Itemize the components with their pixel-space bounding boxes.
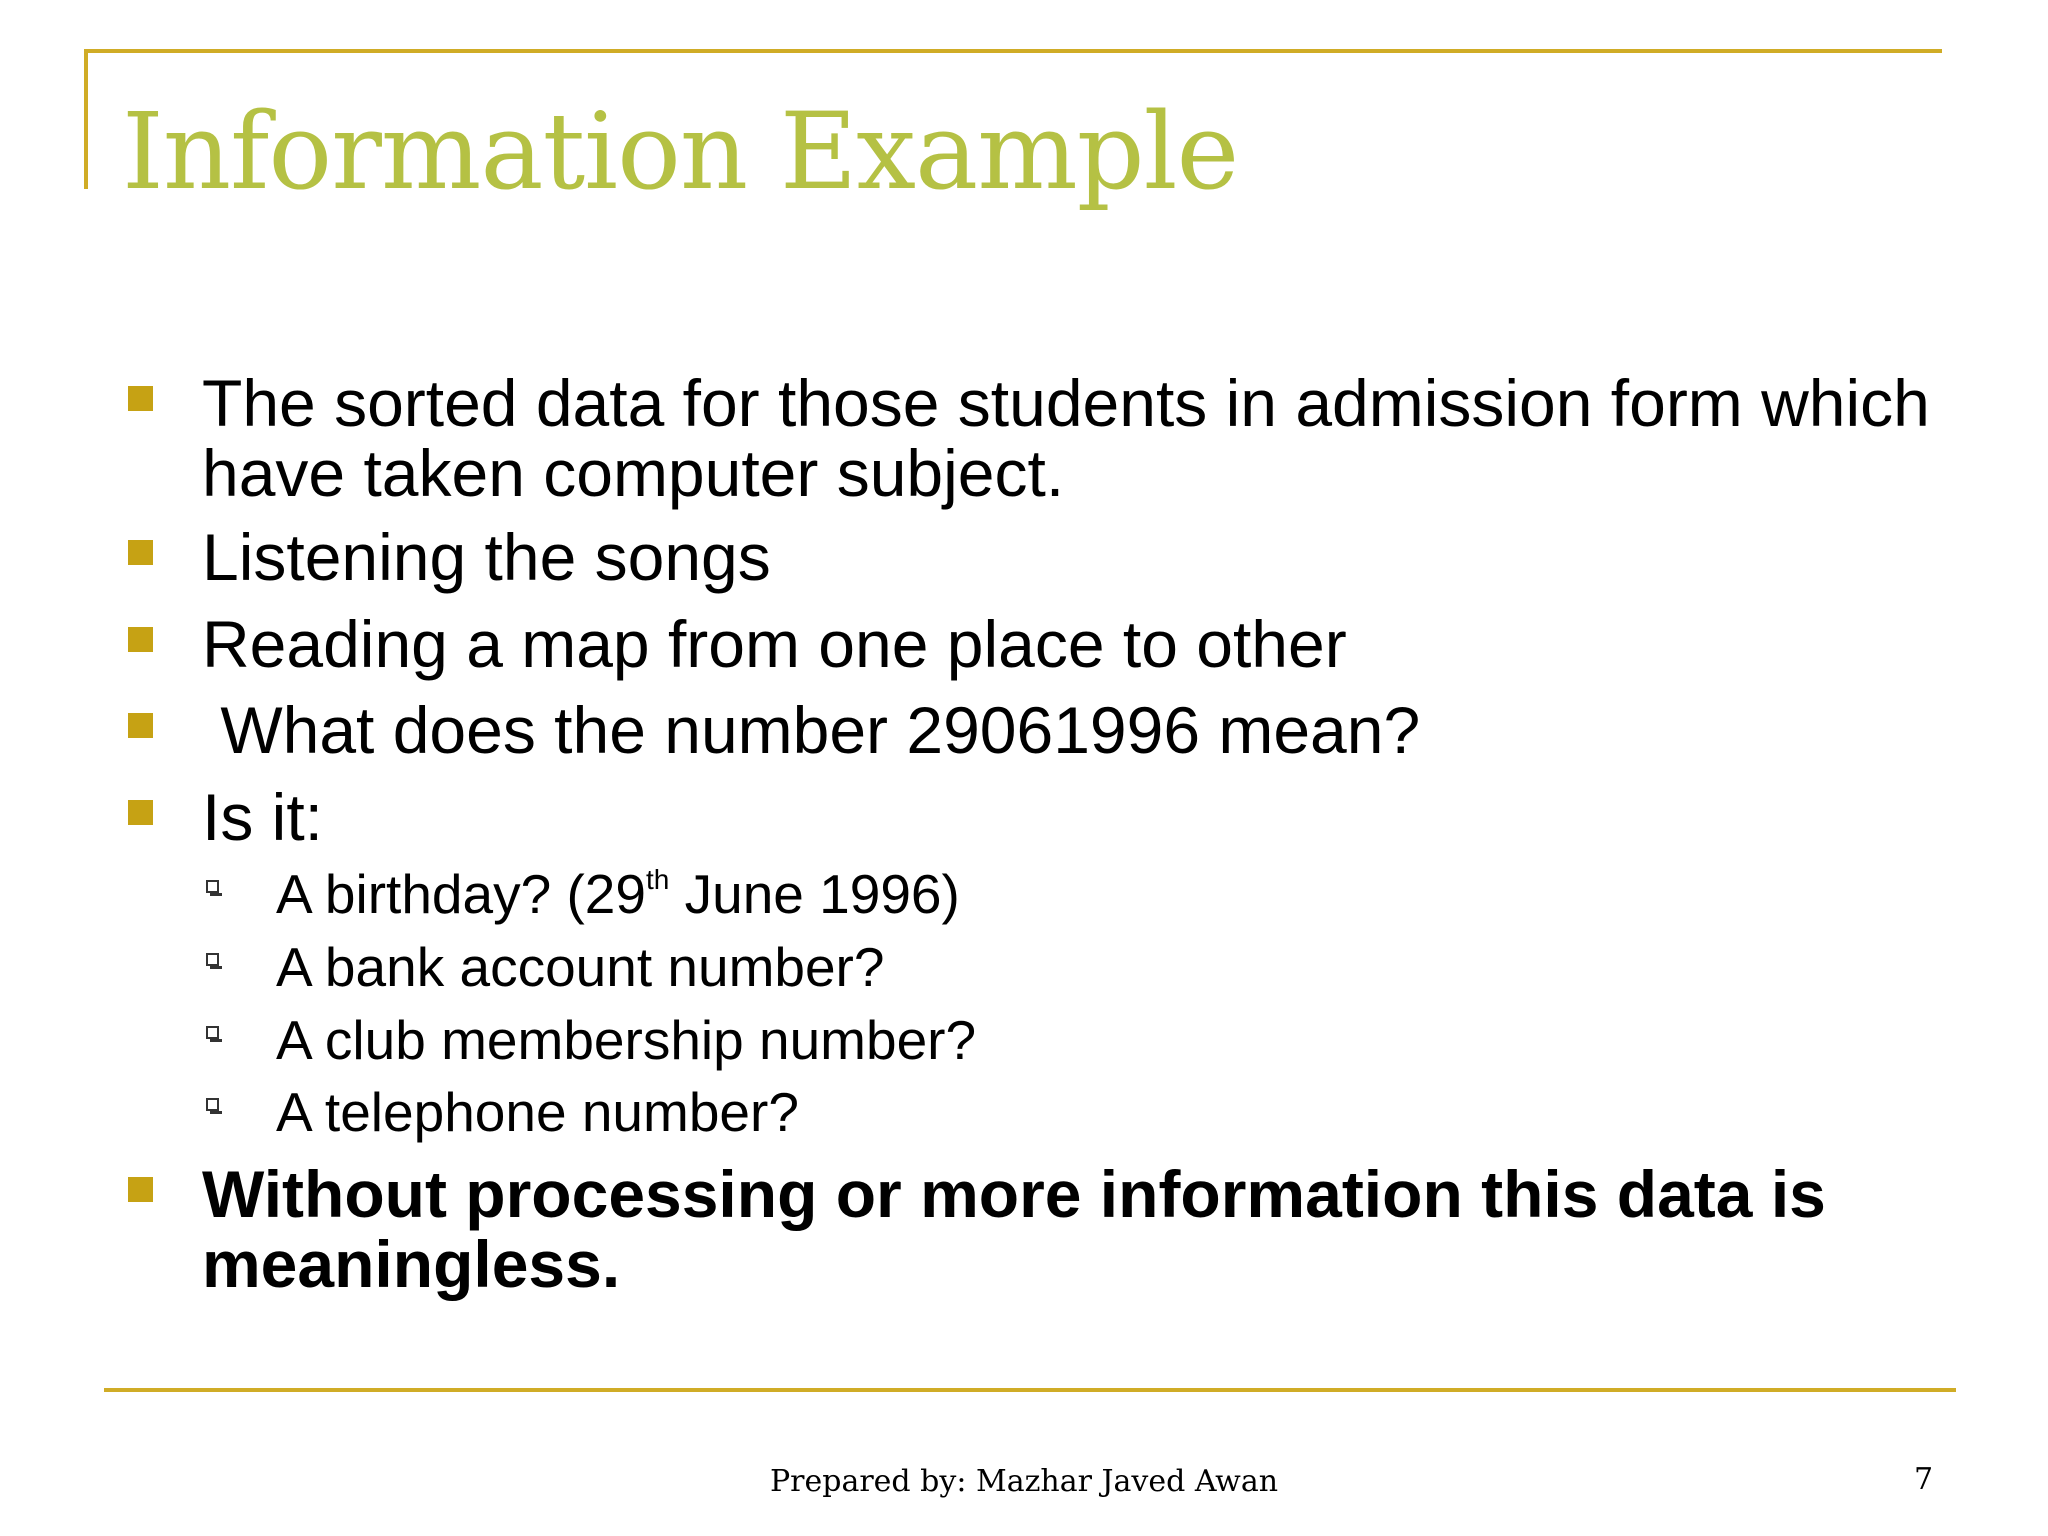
bullet-square-icon — [128, 540, 153, 565]
page-number: 7 — [1914, 1462, 1934, 1497]
bullet-item: Listening the songs — [202, 520, 771, 594]
left-frame-rule — [84, 49, 88, 189]
bullet-item: The sorted data for those students in admission form which have taken computer subject. — [202, 366, 1930, 510]
sub-bullet-box-icon — [206, 880, 219, 893]
conclusion-bullet: Without processing or more information this data is meaningless. — [202, 1157, 1826, 1301]
sub-bullet-box-icon — [206, 1026, 219, 1039]
sub-item-superscript: th — [645, 864, 670, 895]
slide-title: Information Example — [122, 90, 1239, 213]
bullet-square-icon — [128, 713, 153, 738]
bottom-rule — [104, 1388, 1956, 1392]
bullet-item: Is it: — [202, 780, 324, 854]
sub-item: A club membership number? — [276, 1009, 977, 1071]
footer-author: Prepared by: Mazhar Javed Awan — [769, 1464, 1279, 1499]
bullet-square-icon — [128, 627, 153, 652]
bullet-square-icon — [128, 386, 153, 411]
bullet-square-icon — [128, 800, 153, 825]
bullet-item: Reading a map from one place to other — [202, 607, 1347, 681]
sub-bullet-box-icon — [206, 1098, 219, 1111]
sub-item: A bank account number? — [276, 936, 885, 998]
bullet-item: What does the number 29061996 mean? — [202, 693, 1421, 767]
top-frame-rule — [84, 49, 1942, 53]
sub-item — [276, 862, 960, 926]
bullet-square-icon — [128, 1177, 153, 1202]
sub-item: A telephone number? — [276, 1081, 799, 1143]
sub-item-text: June 1996) — [669, 863, 960, 925]
sub-bullet-box-icon — [206, 953, 219, 966]
sub-item-text: A birthday? (29 — [276, 863, 646, 925]
